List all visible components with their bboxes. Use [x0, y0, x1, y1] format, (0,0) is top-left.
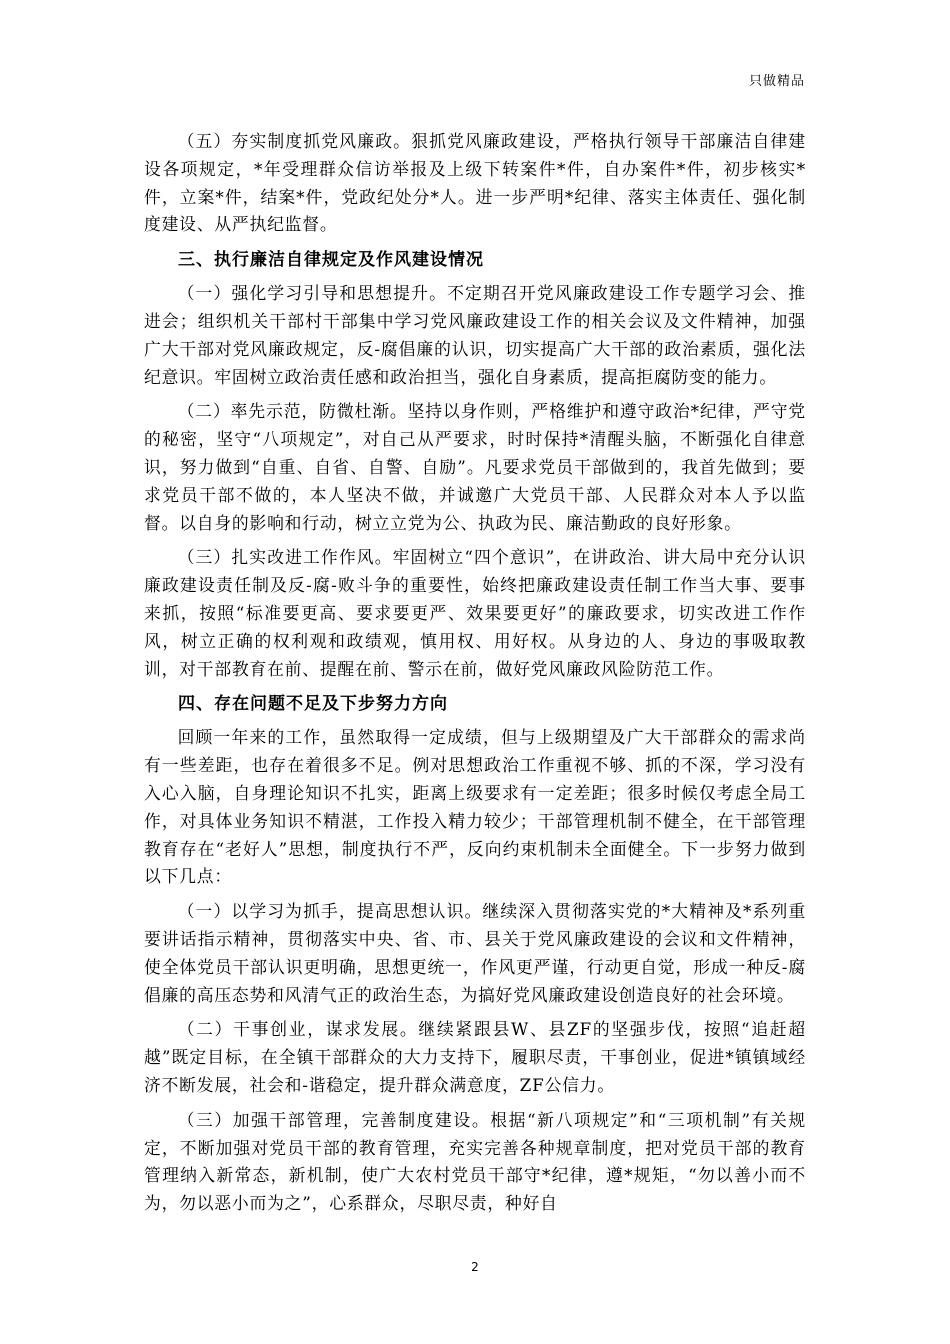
- paragraph-5-discipline: （五）夯实制度抓党风廉政。狠抓党风廉政建设，严格执行领导干部廉洁自律建设各项规定，*年受理群众信访举报及上级下转案件*件，自办案件*件，初步核实*件，立案*件，结案*件，党政纪处分*人。进一步严明*纪律、落实主体责任、强化制度建设、从严执纪监督。: [144, 131, 806, 235]
- paragraph-4-3: （三）加强干部管理，完善制度建设。根据“新八项规定”和“三项机制”有关规定，不断加强对党员干部的教育管理，充实完善各种规章制度，把对党员干部的教育管理纳入新常态，新机制，使广大农村党员干部守*纪律，遵*规矩，“勿以善小而不为，勿以恶小而为之”，心系群众，尽职尽责，种好自: [144, 1109, 806, 1214]
- paragraph-3-2: （二）率先示范，防微杜渐。坚持以身作则，严格维护和遵守政治*纪律，严守党的秘密，坚守“八项规定”，对自己从严要求，时时保持*清醒头脑，不断强化自律意识，努力做到“自重、自省、自警、自励”。凡要求党员干部做到的，我首先做到；要求党员干部不做的，本人坚决不做，并诚邀广大党员干部、人民群众对本人予以监督。以自身的影响和行动，树立立党为公、执政为民、廉洁勤政的良好形象。: [144, 401, 806, 533]
- paragraph-3-1: （一）强化学习引导和思想提升。不定期召开党风廉政建设工作专题学习会、推进会；组织机关干部村干部集中学习党风廉政建设工作的相关会议及文件精神，加强广大干部对党风廉政规定，反-腐倡廉的认识，切实提高广大干部的政治素质，强化法纪意识。牢固树立政治责任感和政治担当，强化自身素质，提高拒腐防变的能力。: [144, 283, 806, 387]
- paragraph-4-intro: 回顾一年来的工作，虽然取得一定成绩，但与上级期望及广大干部群众的需求尚有一些差距，也存在着很多不足。例对思想政治工作重视不够、抓的不深，学习没有入心入脑，自身理论知识不扎实，距离上级要求有一定差距；很多时候仅考虑全局工作，对具体业务知识不精湛，工作投入精力较少；干部管理机制不健全，在干部管理教育存在“老好人”思想，制度执行不严，反向约束机制未全面健全。下一步努力做到以下几点：: [144, 727, 806, 887]
- section-heading-3: 三、执行廉洁自律规定及作风建设情况: [178, 250, 484, 271]
- page-number: 2: [471, 1260, 479, 1274]
- section-heading-4: 四、存在问题不足及下步努力方向: [178, 694, 448, 715]
- document-body: [144, 128, 806, 1218]
- paragraph-4-2: （二）干事创业，谋求发展。继续紧跟县W、县ZF的坚强步伐，按照“追赶超越”既定目标，在全镇干部群众的大力支持下，履职尽责，干事创业，促进*镇镇域经济不断发展，社会和-谐稳定，提升群众满意度，ZF公信力。: [144, 1019, 806, 1095]
- paragraph-3-3: （三）扎实改进工作作风。牢固树立“四个意识”，在讲政治、讲大局中充分认识廉政建设责任制及反-腐-败斗争的重要性，始终把廉政建设责任制工作当大事、要事来抓，按照“标准要更高、要求要更严、效果要更好”的廉政要求，切实改进工作作风，树立正确的权利观和政绩观，慎用权、用好权。从身边的人、身边的事吸取教训，对干部教育在前、提醒在前、警示在前，做好党风廉政风险防范工作。: [144, 547, 806, 679]
- paragraph-4-1: （一）以学习为抓手，提高思想认识。继续深入贯彻落实党的*大精神及*系列重要讲话指示精神，贯彻落实中央、省、市、县关于党风廉政建设的会议和文件精神，使全体党员干部认识更明确，思想更统一，作风更严谨，行动更自觉，形成一种反-腐倡廉的高压态势和风清气正的政治生态，为搞好党风廉政建设创造良好的社会环境。: [144, 901, 806, 1005]
- header-mark: 只做精品: [748, 74, 805, 89]
